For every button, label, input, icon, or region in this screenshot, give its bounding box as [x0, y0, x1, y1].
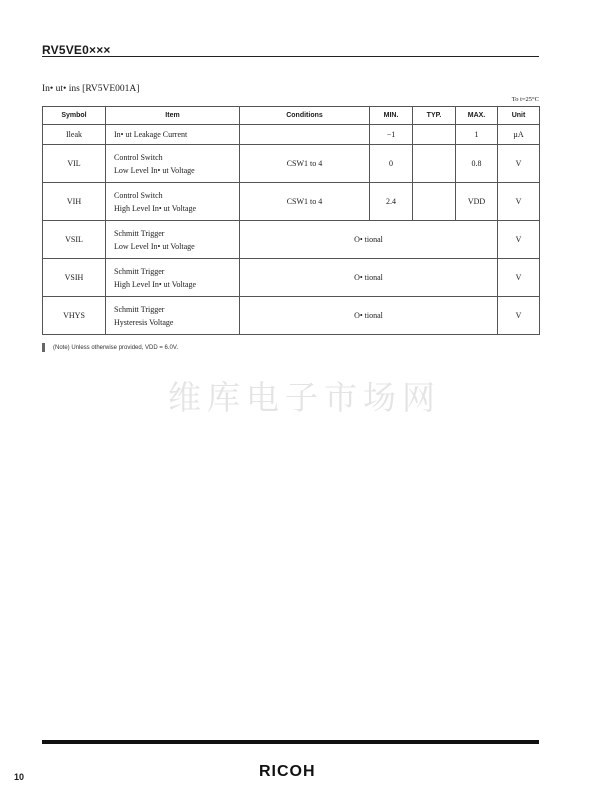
item-line: Low Level In• ut Voltage — [114, 165, 195, 175]
table-row — [43, 183, 540, 221]
cell-typ — [413, 125, 456, 145]
item-line: Schmitt Trigger — [114, 266, 165, 276]
cell-symbol: VSIL — [43, 221, 106, 259]
header-symbol: Symbol — [43, 107, 106, 125]
item-line: Control Switch — [114, 190, 163, 200]
cell-typ — [413, 183, 456, 221]
cell-item — [106, 259, 240, 297]
cell-min: 2.4 — [370, 183, 413, 221]
item-line: In• ut Leakage Current — [114, 130, 188, 139]
footer-rule — [42, 740, 539, 744]
header-rule — [42, 56, 539, 57]
document-header-title: RV5VE0××× — [42, 43, 111, 57]
table-row — [43, 145, 540, 183]
cell-symbol: VSIH — [43, 259, 106, 297]
cell-unit: µA — [498, 125, 540, 145]
cell-optional: O• tional — [240, 259, 498, 297]
cell-max: 0.8 — [456, 145, 498, 183]
spec-table — [42, 106, 540, 335]
note-marker — [42, 343, 45, 352]
cell-item — [106, 183, 240, 221]
section-title: In• ut• ins [RV5VE001A] — [42, 84, 140, 94]
header-typ: TYP. — [413, 107, 456, 125]
header-max: MAX. — [456, 107, 498, 125]
watermark: 维库电子市场网 — [168, 378, 441, 417]
header-conditions: Conditions — [240, 107, 370, 125]
item-line: Low Level In• ut Voltage — [114, 241, 195, 251]
table-row — [43, 259, 540, 297]
cell-typ — [413, 145, 456, 183]
cell-optional: O• tional — [240, 297, 498, 335]
cell-symbol: VIH — [43, 183, 106, 221]
cell-symbol: Ileak — [43, 125, 106, 145]
cell-item — [106, 221, 240, 259]
temperature-condition-note: To t=25°C — [511, 96, 539, 103]
cell-unit: V — [498, 221, 540, 259]
cell-min: −1 — [370, 125, 413, 145]
table-header-row — [43, 107, 540, 125]
cell-item — [106, 297, 240, 335]
header-item: Item — [106, 107, 240, 125]
cell-unit: V — [498, 259, 540, 297]
ricoh-logo: RICOH — [259, 763, 316, 780]
cell-item — [106, 125, 240, 145]
cell-symbol: VIL — [43, 145, 106, 183]
cell-unit: V — [498, 297, 540, 335]
table-row — [43, 297, 540, 335]
footnote-text: (Note) Unless otherwise provided, VDD = 6.0V. — [53, 345, 179, 352]
page-number: 10 — [14, 772, 25, 782]
cell-conditions: CSW1 to 4 — [240, 145, 370, 183]
cell-max: VDD — [456, 183, 498, 221]
cell-conditions: CSW1 to 4 — [240, 183, 370, 221]
cell-unit: V — [498, 183, 540, 221]
table-row — [43, 125, 540, 145]
header-unit: Unit — [498, 107, 540, 125]
cell-max: 1 — [456, 125, 498, 145]
cell-unit: V — [498, 145, 540, 183]
cell-conditions — [240, 125, 370, 145]
cell-symbol: VHYS — [43, 297, 106, 335]
footnote — [42, 343, 178, 352]
cell-min: 0 — [370, 145, 413, 183]
item-line: Hysteresis Voltage — [114, 317, 174, 327]
item-line: High Level In• ut Voltage — [114, 203, 197, 213]
item-line: Schmitt Trigger — [114, 228, 165, 238]
item-line: Control Switch — [114, 152, 163, 162]
table-row — [43, 221, 540, 259]
item-line: Schmitt Trigger — [114, 304, 165, 314]
item-line: High Level In• ut Voltage — [114, 279, 197, 289]
cell-item — [106, 145, 240, 183]
cell-optional: O• tional — [240, 221, 498, 259]
header-min: MIN. — [370, 107, 413, 125]
